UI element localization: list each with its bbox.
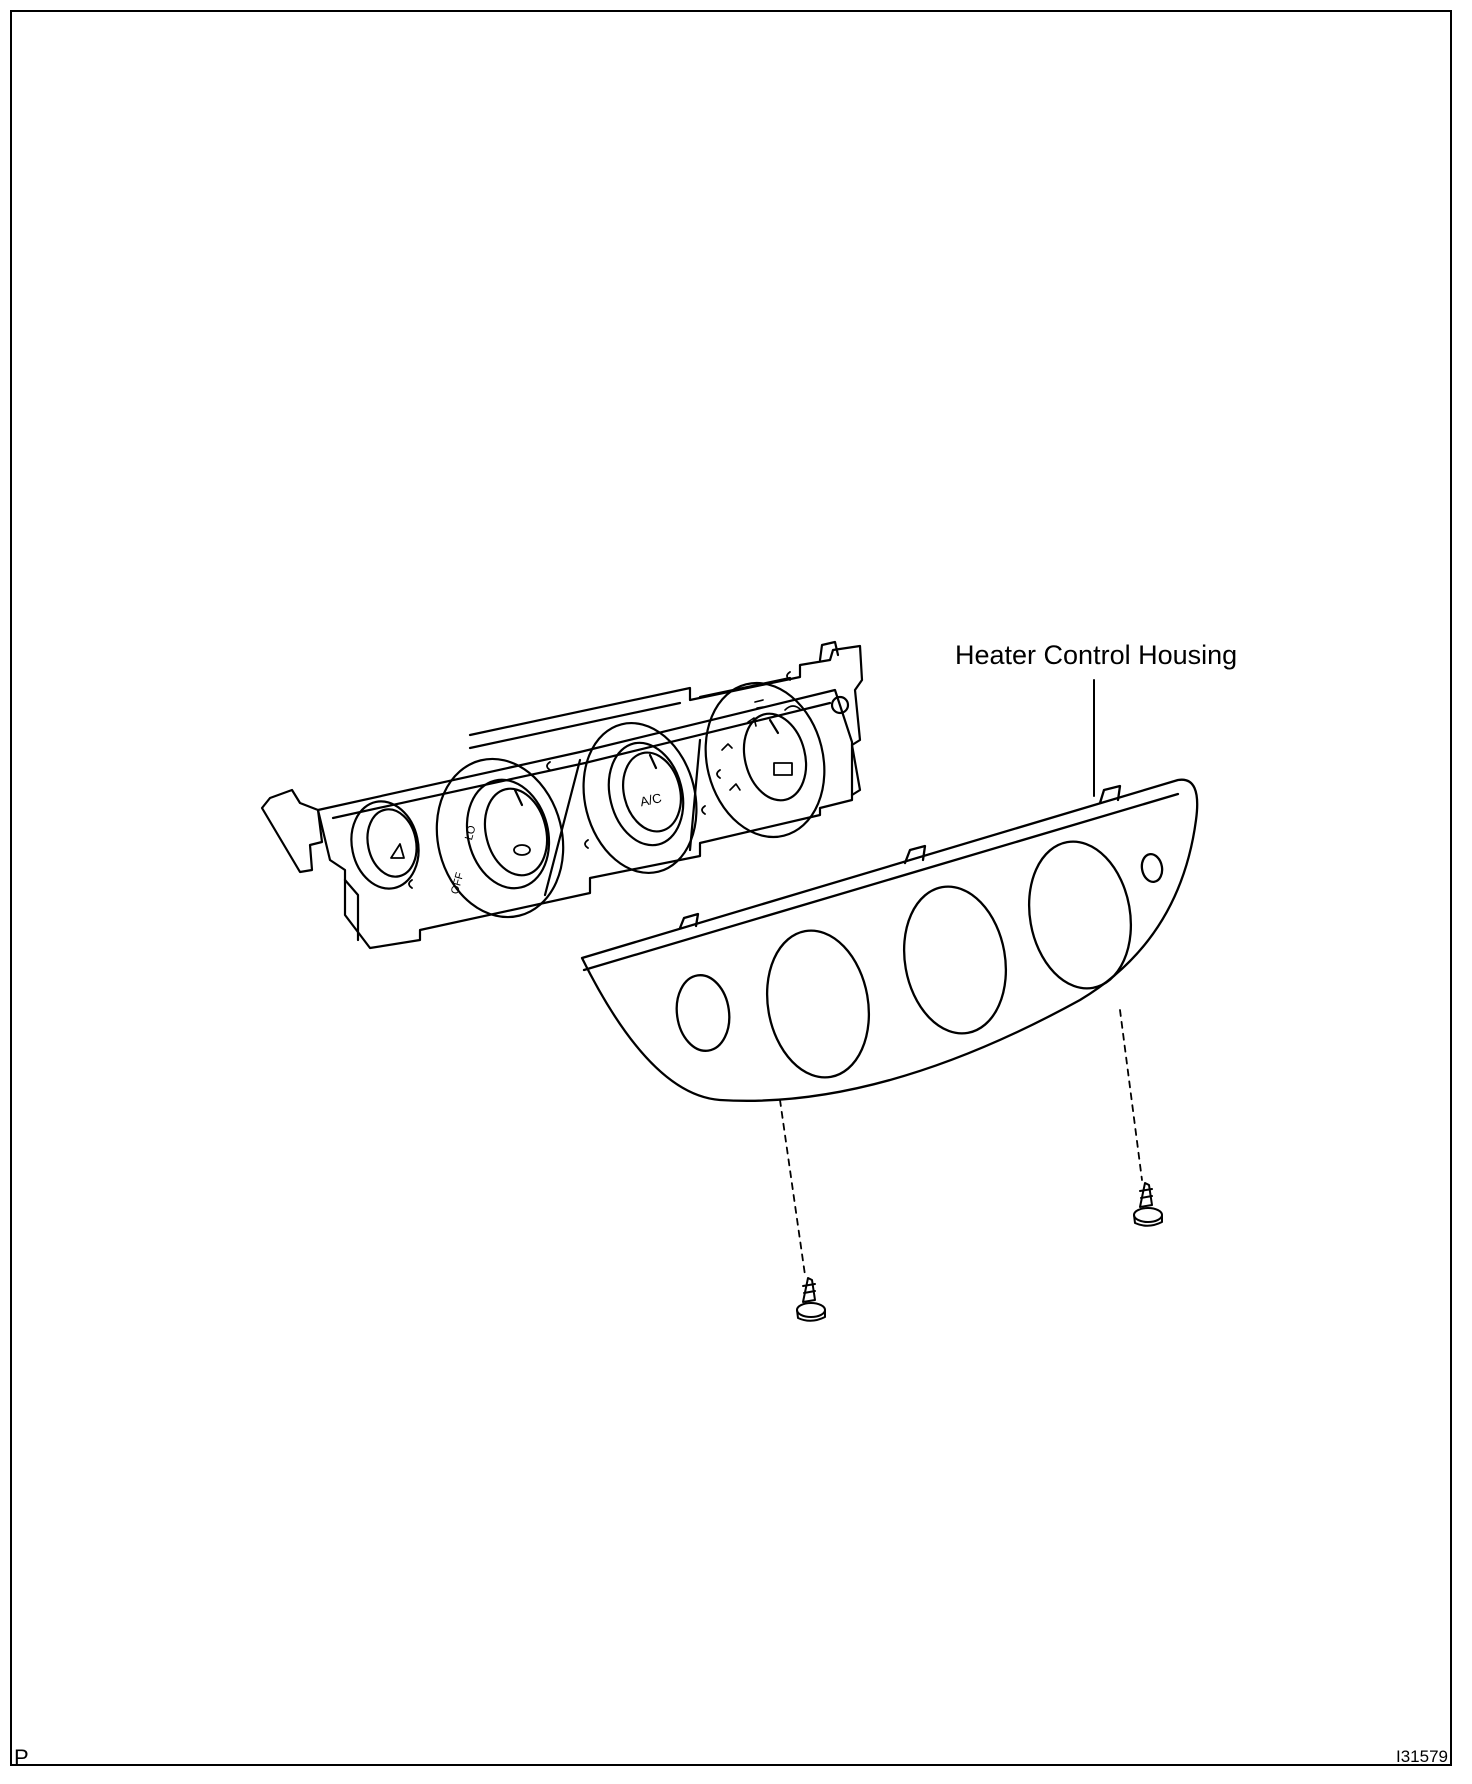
recirculation-icon bbox=[514, 845, 530, 855]
housing-top-edge bbox=[584, 794, 1178, 970]
mode-vent-icon-3 bbox=[722, 744, 732, 750]
screw-guide-line-right bbox=[1120, 1010, 1142, 1180]
screw-left-shank bbox=[803, 1278, 815, 1302]
housing-hazard-opening bbox=[672, 972, 734, 1054]
assembly-clip-marks bbox=[409, 672, 790, 888]
heater-control-housing-callout: Heater Control Housing bbox=[955, 640, 1238, 670]
housing-outline bbox=[582, 780, 1197, 1101]
rear-defrost-icon bbox=[774, 763, 792, 775]
hazard-knob bbox=[361, 805, 422, 881]
figure-id: I31579 bbox=[1396, 1747, 1448, 1766]
fan-lo-label: LO bbox=[463, 824, 479, 842]
screw-right-shank bbox=[1140, 1183, 1152, 1207]
page-marker: P bbox=[14, 1745, 29, 1770]
ac-knob-label: A/C bbox=[638, 790, 663, 810]
screw-left bbox=[797, 1278, 825, 1321]
screw-guide-line-left bbox=[780, 1100, 805, 1275]
fan-off-label: OFF bbox=[449, 871, 467, 896]
assembly-face-plate bbox=[318, 690, 852, 948]
front-defrost-icon bbox=[785, 706, 801, 710]
hazard-triangle-icon bbox=[391, 844, 404, 858]
assembly-divider-left bbox=[545, 760, 580, 895]
assembly-right-bracket bbox=[820, 642, 838, 660]
screw-right bbox=[1134, 1183, 1162, 1226]
housing-indicator-opening bbox=[1140, 852, 1165, 883]
housing-fan-opening bbox=[756, 922, 880, 1085]
mode-dial-ring bbox=[690, 670, 840, 849]
screw-left-head bbox=[797, 1303, 825, 1317]
housing-mode-opening bbox=[1018, 833, 1142, 996]
fan-dial-ring bbox=[420, 745, 579, 930]
housing-ac-opening bbox=[893, 878, 1017, 1041]
mode-vent-icon-2 bbox=[755, 700, 763, 708]
mode-vent-icon-4 bbox=[730, 784, 740, 790]
mode-knob-pointer bbox=[770, 720, 778, 733]
mode-knob bbox=[735, 707, 815, 807]
screw-right-head bbox=[1134, 1208, 1162, 1222]
assembly-left-tab bbox=[262, 790, 322, 872]
ac-knob-pointer bbox=[650, 755, 656, 768]
heater-control-housing bbox=[582, 780, 1197, 1101]
